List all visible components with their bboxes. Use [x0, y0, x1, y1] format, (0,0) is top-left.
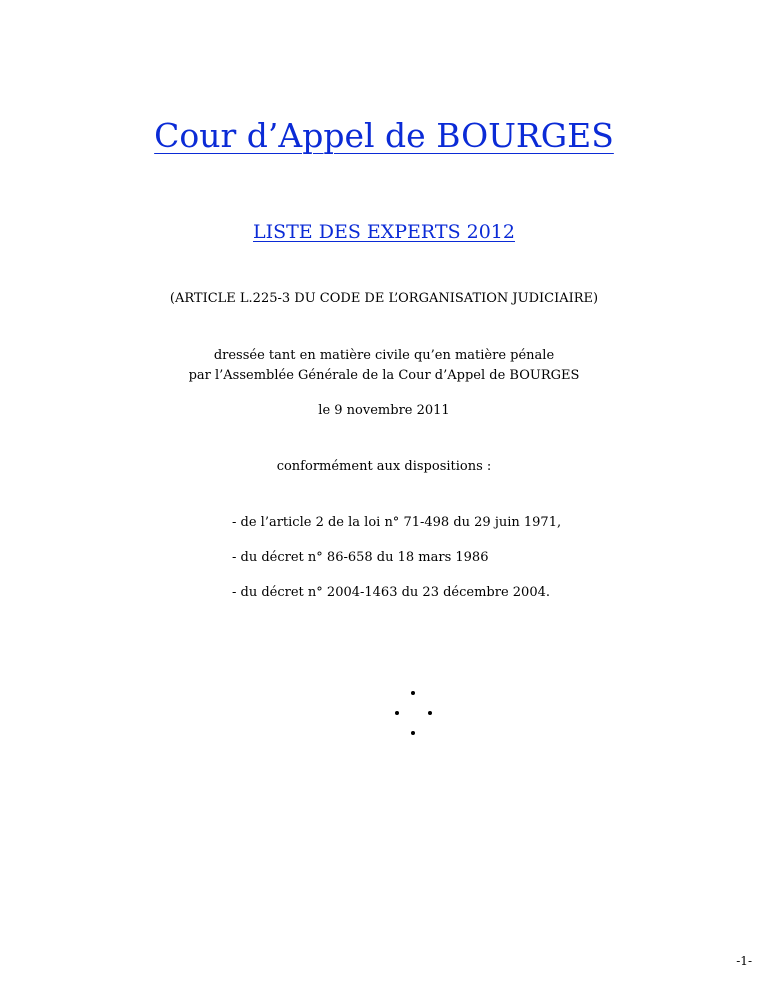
date-line: le 9 novembre 2011 [318, 403, 450, 418]
ornament-dot-left [395, 711, 399, 715]
drafted-line-2: par l’Assemblée Générale de la Cour d’Appel de BOURGES [188, 368, 580, 383]
provision-item: - du décret n° 2004-1463 du 23 décembre 2004. [232, 585, 551, 600]
drafted-line-1: dressée tant en matière civile qu’en matière pénale [213, 348, 555, 363]
ornament-dot-top [411, 691, 415, 695]
list-title: LISTE DES EXPERTS 2012 [253, 221, 515, 243]
page-number: -1- [736, 954, 752, 968]
article-reference: (ARTICLE L.225-3 DU CODE DE L’ORGANISATION JUDICIAIRE) [169, 291, 599, 306]
ornament-dot-bottom [411, 731, 415, 735]
provision-item: - de l’article 2 de la loi n° 71-498 du 29 juin 1971, [232, 515, 562, 530]
provision-item: - du décret n° 86-658 du 18 mars 1986 [232, 550, 489, 565]
court-title: Cour d’Appel de BOURGES [154, 116, 614, 155]
ornament-dot-right [428, 711, 432, 715]
conformity-line: conformément aux dispositions : [276, 459, 492, 474]
